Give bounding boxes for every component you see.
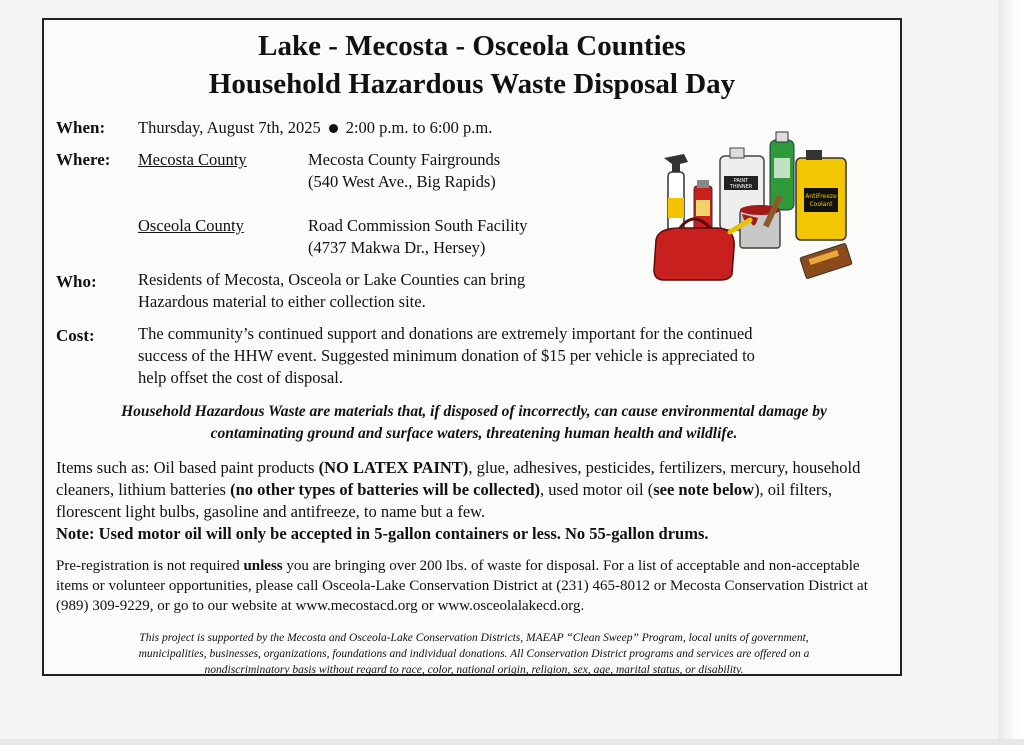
cost-label: Cost:: [56, 326, 95, 345]
antifreeze-label: AntiFreeze: [805, 193, 837, 200]
unless-text: unless: [243, 558, 283, 574]
flyer-title-line2: Household Hazardous Waste Disposal Day: [208, 68, 736, 100]
items-text-3: , used motor oil (: [540, 480, 654, 499]
osceola-county-label: Osceola County: [138, 216, 244, 235]
flyer: [42, 18, 902, 676]
scan-bottom-edge: [0, 739, 1024, 745]
when-label: When:: [56, 118, 106, 137]
items-text-2: , glue, adhesives, pesticides, fertilizers, mercury, household cleaners, lithium batteries: [56, 458, 861, 499]
mecosta-site-name: Mecosta County Fairgrounds: [308, 150, 501, 169]
battery-icon: [800, 243, 852, 279]
prereg-text-2: you are bringing over 200 lbs. of waste for disposal. For a list of acceptable and non-acceptable items or volunteer opportunities, please call Osceola-Lake Conservation District at (231) 465-8012 or Mecosta Conservation District at (989) 309-9229, or go to our website at www.mecostacd.org or www.osceolalakecd.org.: [56, 558, 868, 614]
footer-line2: municipalities, businesses, organizations, foundations and individual donations. All Conservation District programs and services are offered on a: [138, 648, 810, 660]
mecosta-county-label: Mecosta County: [138, 150, 247, 169]
hazardous-products-illustration: [650, 128, 860, 288]
osceola-site-address: (4737 Makwa Dr., Hersey): [308, 238, 486, 257]
see-note-text: see note below: [653, 480, 755, 499]
prereg-text-1: Pre-registration is not required: [56, 558, 244, 574]
preregistration-paragraph: [56, 556, 894, 616]
accepted-items-paragraph: [56, 457, 892, 523]
hhw-definition-line1: Household Hazardous Waste are materials that, if disposed of incorrectly, can cause environmental damage by: [121, 403, 827, 420]
hhw-definition-line2: contaminating ground and surface waters, threatening human health and wildlife.: [210, 425, 738, 442]
who-label: Who:: [56, 272, 97, 291]
no-latex-paint-text: (NO LATEX PAINT): [318, 458, 469, 477]
thinner-label: THINNER: [729, 184, 753, 190]
when-value: [138, 117, 492, 139]
batteries-restriction-text: (no other types of batteries will be collected): [230, 480, 541, 499]
mecosta-site-address: (540 West Ave., Big Rapids): [308, 172, 496, 191]
antifreeze-jug-icon: [796, 150, 846, 240]
scan-edge: [998, 0, 1024, 745]
coolant-label: Coolant: [809, 201, 833, 208]
event-date: Thursday, August 7th, 2025: [138, 118, 321, 137]
footer-line3: nondiscriminatory basis without regard to race, color, national origin, religion, sex, age, marital status, or disability.: [204, 664, 744, 676]
who-line2: Hazardous material to either collection site.: [138, 292, 426, 311]
who-line1: Residents of Mecosta, Osceola or Lake Counties can bring: [138, 270, 526, 289]
event-time: 2:00 p.m. to 6:00 p.m.: [345, 118, 493, 137]
osceola-site-name: Road Commission South Facility: [308, 216, 528, 235]
cost-line2: success of the HHW event. Suggested minimum donation of $15 per vehicle is appreciated to: [138, 346, 755, 365]
paint-label: PAINT: [733, 178, 749, 184]
cost-line3: help offset the cost of disposal.: [138, 368, 343, 387]
where-label: Where:: [56, 150, 111, 169]
bullet-dot-icon: [329, 124, 338, 133]
motor-oil-note: Note: Used motor oil will only be accepted in 5-gallon containers or less. No 55-gallon drums.: [56, 524, 709, 543]
items-text-4: ), oil filters, florescent light bulbs, gasoline and antifreeze, to name but a few.: [56, 480, 832, 521]
flyer-title-line1: Lake - Mecosta - Osceola Counties: [258, 30, 686, 62]
cost-line1: The community’s continued support and donations are extremely important for the continued: [138, 324, 753, 343]
footer-line1: This project is supported by the Mecosta and Osceola-Lake Conservation Districts, MAEAP “Clean Sweep” Program, local units of government,: [139, 632, 809, 644]
items-text-1: Items such as: Oil based paint products: [56, 458, 319, 477]
